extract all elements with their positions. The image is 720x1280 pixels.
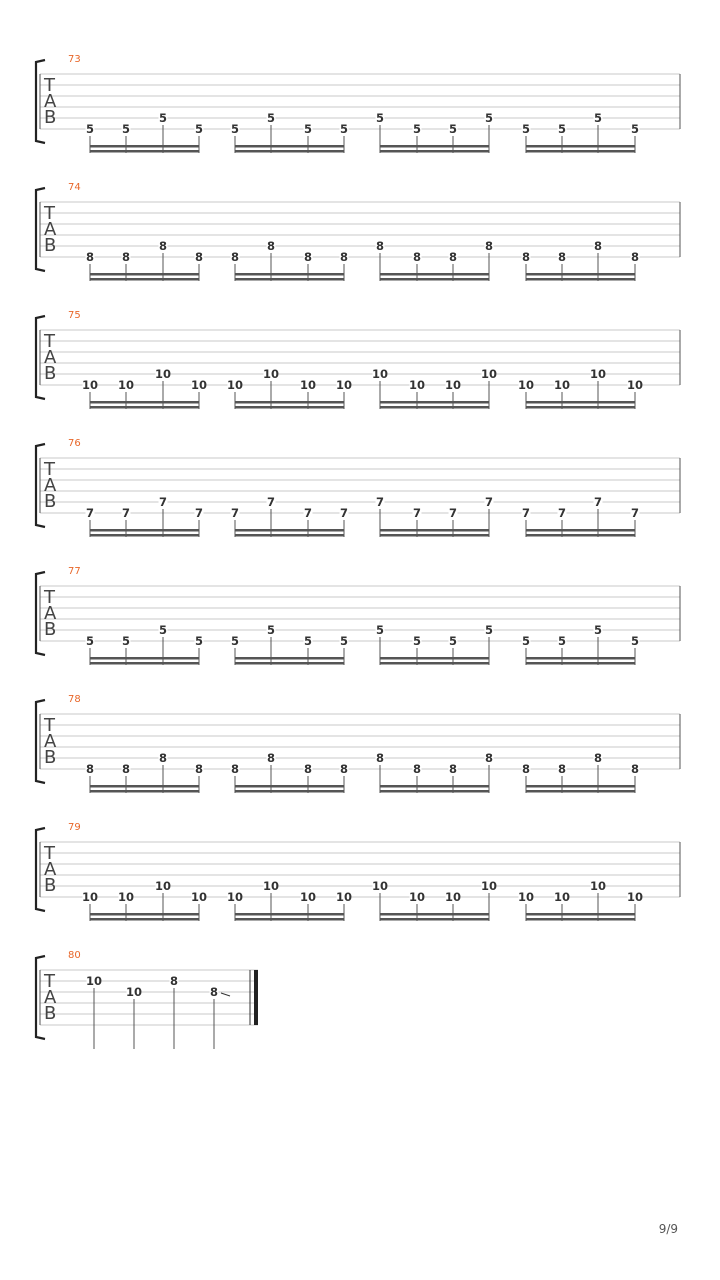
fret-number: 8 — [521, 762, 531, 776]
fret-number: 8 — [557, 250, 567, 264]
beam-primary — [526, 529, 635, 532]
fret-number: 8 — [158, 239, 168, 253]
fret-number: 7 — [375, 495, 385, 509]
tab-clef-letter: T — [44, 459, 55, 480]
tab-clef-letter: B — [44, 363, 57, 384]
fret-number: 5 — [484, 111, 494, 125]
fret-number: 8 — [375, 239, 385, 253]
beam-secondary — [235, 534, 344, 537]
fret-number: 5 — [593, 623, 603, 637]
beam-primary — [380, 785, 489, 788]
fret-number: 10 — [226, 890, 244, 904]
fret-number: 5 — [412, 634, 422, 648]
fret-number: 7 — [630, 506, 640, 520]
tab-clef-letter: A — [44, 91, 57, 112]
tab-clef-letter: B — [44, 747, 57, 768]
beam-primary — [90, 273, 199, 276]
fret-number: 10 — [117, 890, 135, 904]
fret-number: 10 — [190, 378, 208, 392]
beam-primary — [526, 913, 635, 916]
fret-number: 8 — [169, 974, 179, 988]
tab-clef-letter: A — [44, 603, 57, 624]
fret-number: 5 — [412, 122, 422, 136]
beam-primary — [526, 145, 635, 148]
fret-number: 5 — [303, 634, 313, 648]
beam-secondary — [90, 534, 199, 537]
fret-number: 10 — [626, 890, 644, 904]
fret-number: 10 — [589, 879, 607, 893]
fret-number: 8 — [230, 762, 240, 776]
beam-secondary — [380, 278, 489, 281]
beam-primary — [235, 273, 344, 276]
beam-secondary — [235, 918, 344, 921]
page-number: 9/9 — [658, 1222, 678, 1236]
beam-primary — [235, 529, 344, 532]
fret-number: 5 — [339, 122, 349, 136]
fret-number: 5 — [230, 122, 240, 136]
fret-number: 10 — [408, 890, 426, 904]
beam-secondary — [380, 534, 489, 537]
tab-system-73 — [36, 54, 680, 153]
tab-clef-letter: A — [44, 475, 57, 496]
tab-system-75 — [36, 310, 680, 409]
fret-number: 5 — [121, 122, 131, 136]
beam-primary — [380, 913, 489, 916]
fret-number: 8 — [121, 250, 131, 264]
tab-clef-letter: B — [44, 875, 57, 896]
fret-number: 10 — [117, 378, 135, 392]
fret-number: 7 — [484, 495, 494, 509]
beam-secondary — [526, 790, 635, 793]
fret-number: 10 — [517, 378, 535, 392]
fret-number: 8 — [194, 762, 204, 776]
tab-clef-letter: T — [44, 587, 55, 608]
fret-number: 5 — [521, 122, 531, 136]
measure-number: 78 — [68, 694, 81, 705]
fret-number: 5 — [375, 111, 385, 125]
fret-number: 10 — [299, 378, 317, 392]
beam-secondary — [380, 406, 489, 409]
fret-number: 7 — [85, 506, 95, 520]
beam-secondary — [526, 278, 635, 281]
fret-number: 7 — [412, 506, 422, 520]
tab-clef-letter: A — [44, 859, 57, 880]
tab-system-79 — [36, 822, 680, 921]
beam-secondary — [380, 662, 489, 665]
fret-number: 10 — [190, 890, 208, 904]
beam-secondary — [526, 918, 635, 921]
beam-primary — [380, 657, 489, 660]
beam-primary — [90, 657, 199, 660]
beam-secondary — [526, 534, 635, 537]
beam-secondary — [235, 406, 344, 409]
beam-primary — [90, 529, 199, 532]
fret-number: 8 — [448, 250, 458, 264]
beam-primary — [90, 145, 199, 148]
fret-number: 5 — [557, 122, 567, 136]
tab-clef-letter: B — [44, 235, 57, 256]
tab-clef-letter: B — [44, 619, 57, 640]
fret-number: 10 — [81, 890, 99, 904]
fret-number: 10 — [154, 367, 172, 381]
beam-primary — [380, 145, 489, 148]
fret-number: 5 — [194, 634, 204, 648]
fret-number: 10 — [262, 879, 280, 893]
beam-primary — [90, 785, 199, 788]
fret-number: 5 — [448, 122, 458, 136]
fret-number: 8 — [412, 250, 422, 264]
fret-number: 10 — [480, 367, 498, 381]
tab-clef-letter: T — [44, 715, 55, 736]
beam-secondary — [526, 406, 635, 409]
measure-number: 76 — [68, 438, 81, 449]
beam-secondary — [380, 918, 489, 921]
beam-primary — [235, 785, 344, 788]
fret-number: 5 — [630, 634, 640, 648]
fret-number: 5 — [375, 623, 385, 637]
fret-number: 10 — [154, 879, 172, 893]
final-barline-thick — [254, 970, 258, 1025]
measure-number: 80 — [68, 950, 81, 961]
beam-primary — [90, 401, 199, 404]
tab-system-80 — [36, 950, 258, 1049]
beam-secondary — [526, 662, 635, 665]
tab-clef-letter: A — [44, 347, 57, 368]
fret-number: 10 — [299, 890, 317, 904]
fret-number: 5 — [266, 111, 276, 125]
fret-number: 10 — [626, 378, 644, 392]
fret-number: 8 — [194, 250, 204, 264]
tab-system-78 — [36, 694, 680, 793]
fret-number: 10 — [444, 378, 462, 392]
measure-number: 75 — [68, 310, 81, 321]
beam-primary — [235, 401, 344, 404]
fret-number: 10 — [517, 890, 535, 904]
fret-number: 7 — [266, 495, 276, 509]
measure-number: 77 — [68, 566, 81, 577]
fret-number: 7 — [448, 506, 458, 520]
fret-number: 8 — [85, 762, 95, 776]
fret-number: 5 — [230, 634, 240, 648]
fret-number: 5 — [266, 623, 276, 637]
fret-number: 7 — [593, 495, 603, 509]
beam-primary — [380, 529, 489, 532]
fret-number: 10 — [226, 378, 244, 392]
fret-number: 5 — [593, 111, 603, 125]
tab-clef-letter: A — [44, 219, 57, 240]
measure-number: 79 — [68, 822, 81, 833]
beam-secondary — [90, 278, 199, 281]
fret-number: 10 — [85, 974, 103, 988]
fret-number: 10 — [335, 890, 353, 904]
fret-number: 8 — [484, 239, 494, 253]
fret-number: 8 — [85, 250, 95, 264]
tab-clef-letter: T — [44, 203, 55, 224]
fret-number: 5 — [521, 634, 531, 648]
beam-primary — [526, 785, 635, 788]
tab-system-76 — [36, 438, 680, 537]
beam-primary — [235, 145, 344, 148]
slide-out-mark — [221, 993, 230, 996]
fret-number: 5 — [85, 122, 95, 136]
fret-number: 10 — [125, 985, 143, 999]
fret-number: 7 — [557, 506, 567, 520]
fret-number: 5 — [557, 634, 567, 648]
tab-clef-letter: A — [44, 987, 57, 1008]
fret-number: 7 — [194, 506, 204, 520]
beam-primary — [526, 657, 635, 660]
fret-number: 8 — [266, 239, 276, 253]
beam-primary — [90, 913, 199, 916]
tab-clef-letter: T — [44, 331, 55, 352]
fret-number: 8 — [121, 762, 131, 776]
tab-clef-letter: A — [44, 731, 57, 752]
fret-number: 7 — [158, 495, 168, 509]
fret-number: 7 — [121, 506, 131, 520]
beam-secondary — [235, 662, 344, 665]
beam-secondary — [526, 150, 635, 153]
fret-number: 8 — [158, 751, 168, 765]
beam-secondary — [235, 278, 344, 281]
fret-number: 8 — [209, 985, 219, 999]
measure-number: 74 — [68, 182, 81, 193]
beam-primary — [380, 401, 489, 404]
fret-number: 8 — [339, 762, 349, 776]
fret-number: 10 — [371, 367, 389, 381]
tab-clef-letter: B — [44, 107, 57, 128]
fret-number: 8 — [303, 250, 313, 264]
beam-primary — [526, 273, 635, 276]
beam-secondary — [380, 790, 489, 793]
fret-number: 5 — [85, 634, 95, 648]
fret-number: 10 — [371, 879, 389, 893]
fret-number: 8 — [630, 250, 640, 264]
fret-number: 5 — [121, 634, 131, 648]
fret-number: 10 — [335, 378, 353, 392]
tab-clef-letter: T — [44, 971, 55, 992]
tab-system-77 — [36, 566, 680, 665]
beam-secondary — [90, 150, 199, 153]
fret-number: 8 — [521, 250, 531, 264]
fret-number: 10 — [262, 367, 280, 381]
fret-number: 5 — [484, 623, 494, 637]
fret-number: 7 — [521, 506, 531, 520]
beam-primary — [235, 657, 344, 660]
beam-secondary — [90, 406, 199, 409]
fret-number: 8 — [230, 250, 240, 264]
fret-number: 8 — [557, 762, 567, 776]
fret-number: 10 — [81, 378, 99, 392]
fret-number: 10 — [553, 378, 571, 392]
fret-number: 5 — [303, 122, 313, 136]
beam-primary — [526, 401, 635, 404]
fret-number: 10 — [408, 378, 426, 392]
fret-number: 5 — [339, 634, 349, 648]
fret-number: 5 — [630, 122, 640, 136]
beam-primary — [235, 913, 344, 916]
beam-secondary — [235, 150, 344, 153]
fret-number: 8 — [593, 239, 603, 253]
fret-number: 10 — [444, 890, 462, 904]
fret-number: 7 — [339, 506, 349, 520]
fret-number: 8 — [303, 762, 313, 776]
fret-number: 8 — [266, 751, 276, 765]
measure-number: 73 — [68, 54, 81, 65]
fret-number: 8 — [484, 751, 494, 765]
beam-secondary — [90, 918, 199, 921]
tab-clef-letter: B — [44, 491, 57, 512]
fret-number: 7 — [303, 506, 313, 520]
fret-number: 5 — [158, 623, 168, 637]
fret-number: 8 — [593, 751, 603, 765]
fret-number: 5 — [448, 634, 458, 648]
tab-clef-letter: B — [44, 1003, 57, 1024]
fret-number: 10 — [553, 890, 571, 904]
fret-number: 8 — [412, 762, 422, 776]
beam-secondary — [90, 790, 199, 793]
tab-clef-letter: T — [44, 75, 55, 96]
fret-number: 10 — [589, 367, 607, 381]
fret-number: 5 — [194, 122, 204, 136]
beam-secondary — [380, 150, 489, 153]
tab-clef-letter: T — [44, 843, 55, 864]
fret-number: 8 — [339, 250, 349, 264]
fret-number: 8 — [448, 762, 458, 776]
beam-secondary — [235, 790, 344, 793]
fret-number: 10 — [480, 879, 498, 893]
tab-system-74 — [36, 182, 680, 281]
fret-number: 7 — [230, 506, 240, 520]
fret-number: 5 — [158, 111, 168, 125]
fret-number: 8 — [375, 751, 385, 765]
fret-number: 8 — [630, 762, 640, 776]
beam-secondary — [90, 662, 199, 665]
beam-primary — [380, 273, 489, 276]
